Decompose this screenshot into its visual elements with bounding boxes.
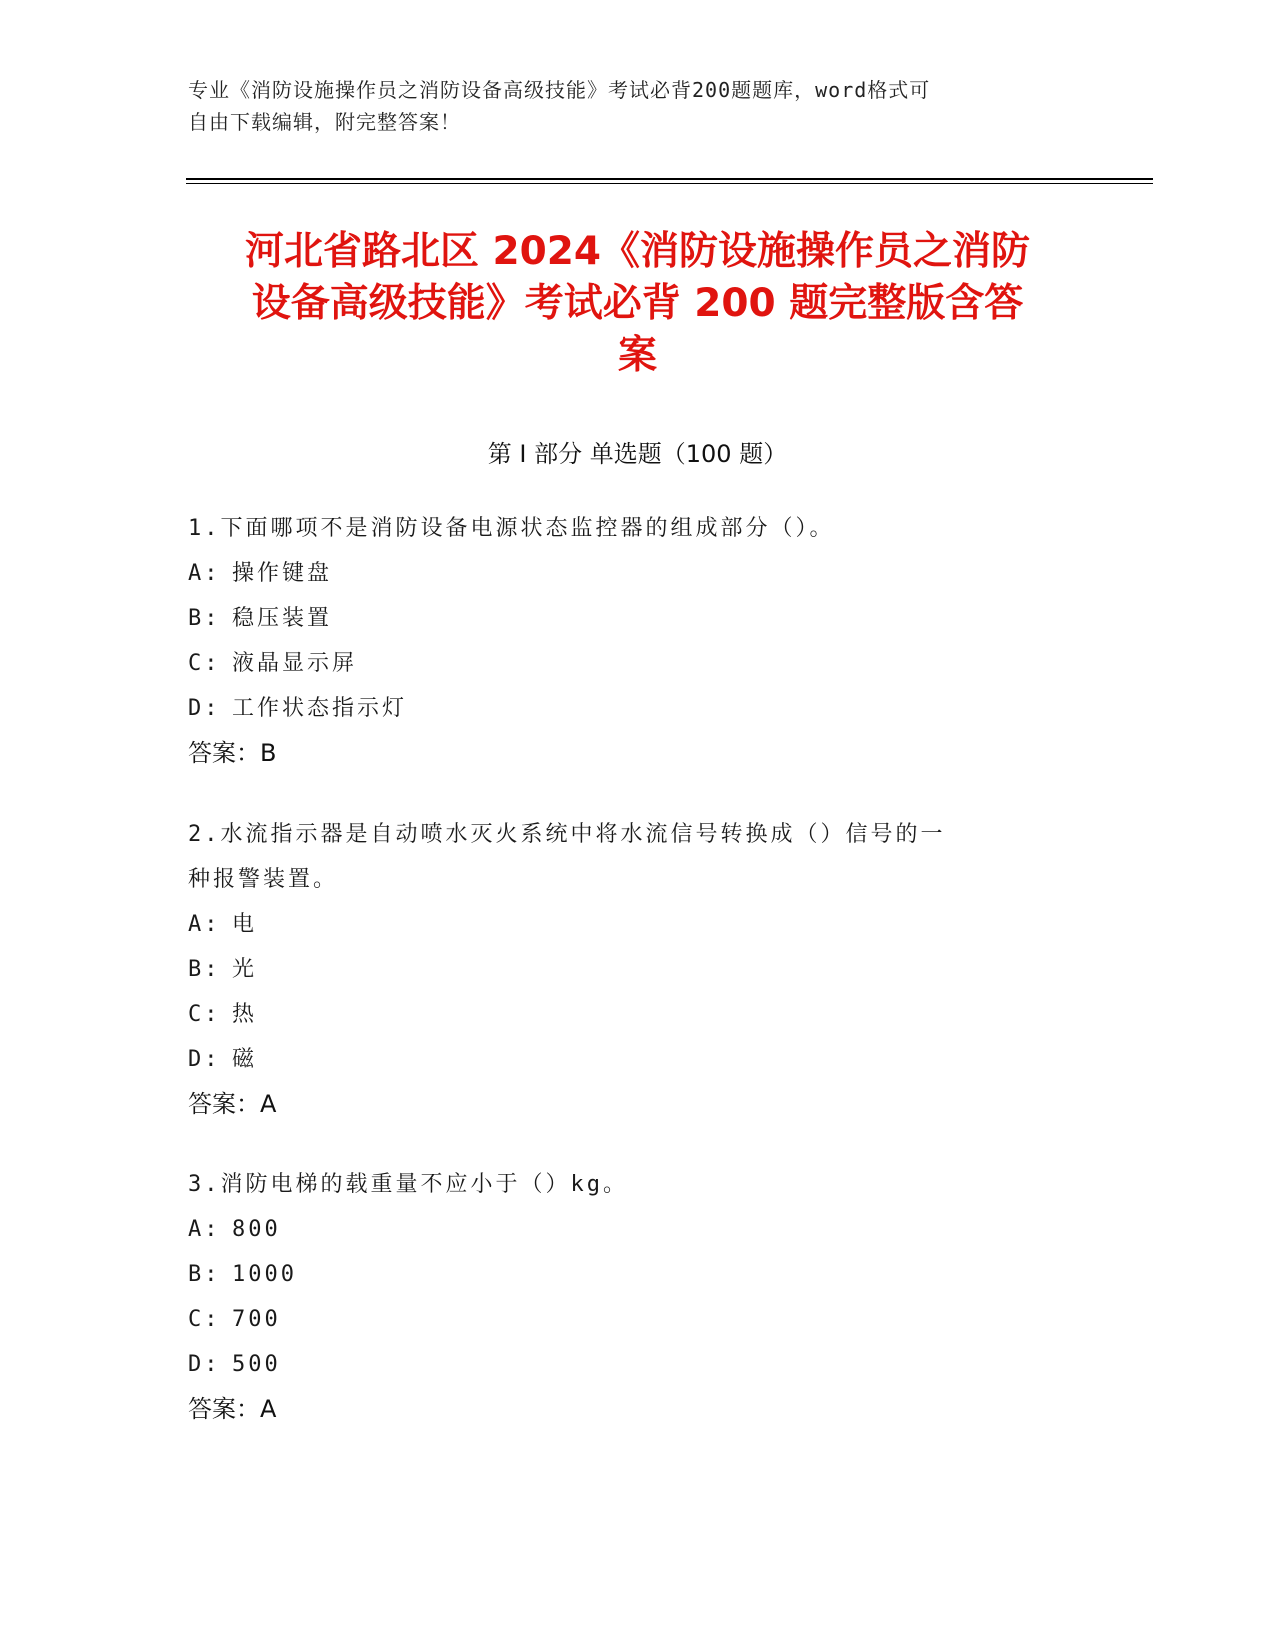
option-b — [188, 1252, 1088, 1297]
question-stem: 3.消防电梯的载重量不应小于（）kg。 — [188, 1172, 628, 1197]
title-line-3: 案 — [617, 333, 657, 378]
question-3 — [188, 1162, 1088, 1432]
title-line-2: 设备高级技能》考试必背 200 题完整版含答 — [251, 281, 1024, 326]
option-letter: D: — [188, 1047, 221, 1072]
option-letter: B: — [188, 957, 221, 982]
option-text: 1000 — [232, 1262, 297, 1287]
option-b — [188, 947, 1088, 992]
option-text: 工作状态指示灯 — [232, 696, 408, 721]
option-letter: C: — [188, 1002, 221, 1027]
option-letter: A: — [188, 561, 221, 586]
option-letter: A: — [188, 1217, 221, 1242]
option-letter: C: — [188, 651, 221, 676]
question-2 — [188, 812, 1088, 1127]
header-note-line-1: 专业《消防设施操作员之消防设备高级技能》考试必背200题题库，word格式可 — [188, 78, 931, 102]
question-stem-line-2: 种报警装置。 — [188, 867, 339, 892]
option-letter: B: — [188, 606, 221, 631]
option-text: 电 — [232, 912, 258, 937]
option-text: 光 — [232, 957, 258, 982]
title-line-1: 河北省路北区 2024《消防设施操作员之消防 — [244, 229, 1031, 274]
header-divider-thick — [186, 178, 1153, 180]
option-c — [188, 1297, 1088, 1342]
answer-line: 答案：A — [188, 1395, 277, 1423]
document-title — [150, 226, 1125, 382]
option-text: 液晶显示屏 — [232, 651, 358, 676]
option-d — [188, 686, 1088, 731]
option-letter: A: — [188, 912, 221, 937]
header-note-line-2: 自由下载编辑，附完整答案！ — [188, 110, 461, 134]
option-a — [188, 551, 1088, 596]
option-c — [188, 992, 1088, 1037]
question-stem-line-1: 2.水流指示器是自动喷水灭火系统中将水流信号转换成（）信号的一 — [188, 822, 946, 847]
option-letter: D: — [188, 696, 221, 721]
option-letter: D: — [188, 1352, 221, 1377]
option-letter: C: — [188, 1307, 221, 1332]
option-text: 700 — [232, 1307, 281, 1332]
option-text: 操作键盘 — [232, 561, 333, 586]
question-stem: 1.下面哪项不是消防设备电源状态监控器的组成部分（）。 — [188, 516, 835, 541]
option-text: 热 — [232, 1002, 258, 1027]
option-d — [188, 1342, 1088, 1387]
option-text: 稳压装置 — [232, 606, 333, 631]
section-title: 第 I 部分 单选题（100 题） — [487, 440, 788, 468]
option-letter: B: — [188, 1262, 221, 1287]
option-text: 800 — [232, 1217, 281, 1242]
answer-line: 答案：B — [188, 739, 277, 767]
option-a — [188, 1207, 1088, 1252]
question-1 — [188, 506, 1088, 776]
header-note — [188, 74, 1088, 138]
option-text: 500 — [232, 1352, 281, 1377]
option-c — [188, 641, 1088, 686]
option-d — [188, 1037, 1088, 1082]
answer-line: 答案：A — [188, 1090, 277, 1118]
option-a — [188, 902, 1088, 947]
option-b — [188, 596, 1088, 641]
option-text: 磁 — [232, 1047, 258, 1072]
header-divider-thin — [186, 183, 1153, 184]
